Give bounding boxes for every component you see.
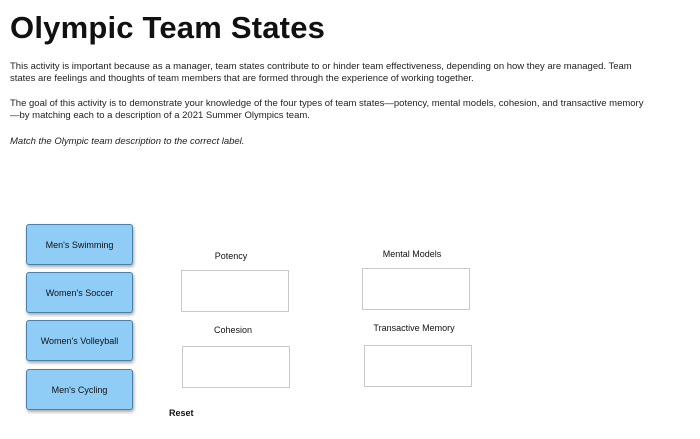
transactive-memory-drop-zone[interactable] [364, 345, 472, 387]
cohesion-drop-zone[interactable] [182, 346, 290, 388]
card-mens-cycling[interactable]: Men's Cycling [26, 369, 133, 410]
card-womens-volleyball[interactable]: Women's Volleyball [26, 320, 133, 361]
cohesion-label: Cohesion [213, 325, 253, 335]
mental-models-label: Mental Models [382, 249, 442, 259]
card-womens-soccer[interactable]: Women's Soccer [26, 272, 133, 313]
potency-drop-zone[interactable] [181, 270, 289, 312]
mental-models-drop-zone[interactable] [362, 268, 470, 310]
intro-paragraph: This activity is important because as a manager, team states contribute to or hinder team effectiveness, depending on how they are managed. Team states are feelings and thoughts of team members that are formed through the experience of working together. [10, 61, 632, 84]
reset-button[interactable]: Reset [169, 408, 194, 418]
page-title: Olympic Team States [10, 10, 326, 45]
potency-label: Potency [214, 251, 248, 261]
card-mens-swimming[interactable]: Men's Swimming [26, 224, 133, 265]
instruction-text: Match the Olympic team description to the correct label. [10, 136, 245, 147]
transactive-memory-label: Transactive Memory [373, 323, 455, 333]
goal-paragraph: The goal of this activity is to demonstrate your knowledge of the four types of team states—potency, mental models, cohesion, and transactive memory—by matching each to a description of a 2021 Summer Olympics team. [10, 98, 644, 121]
